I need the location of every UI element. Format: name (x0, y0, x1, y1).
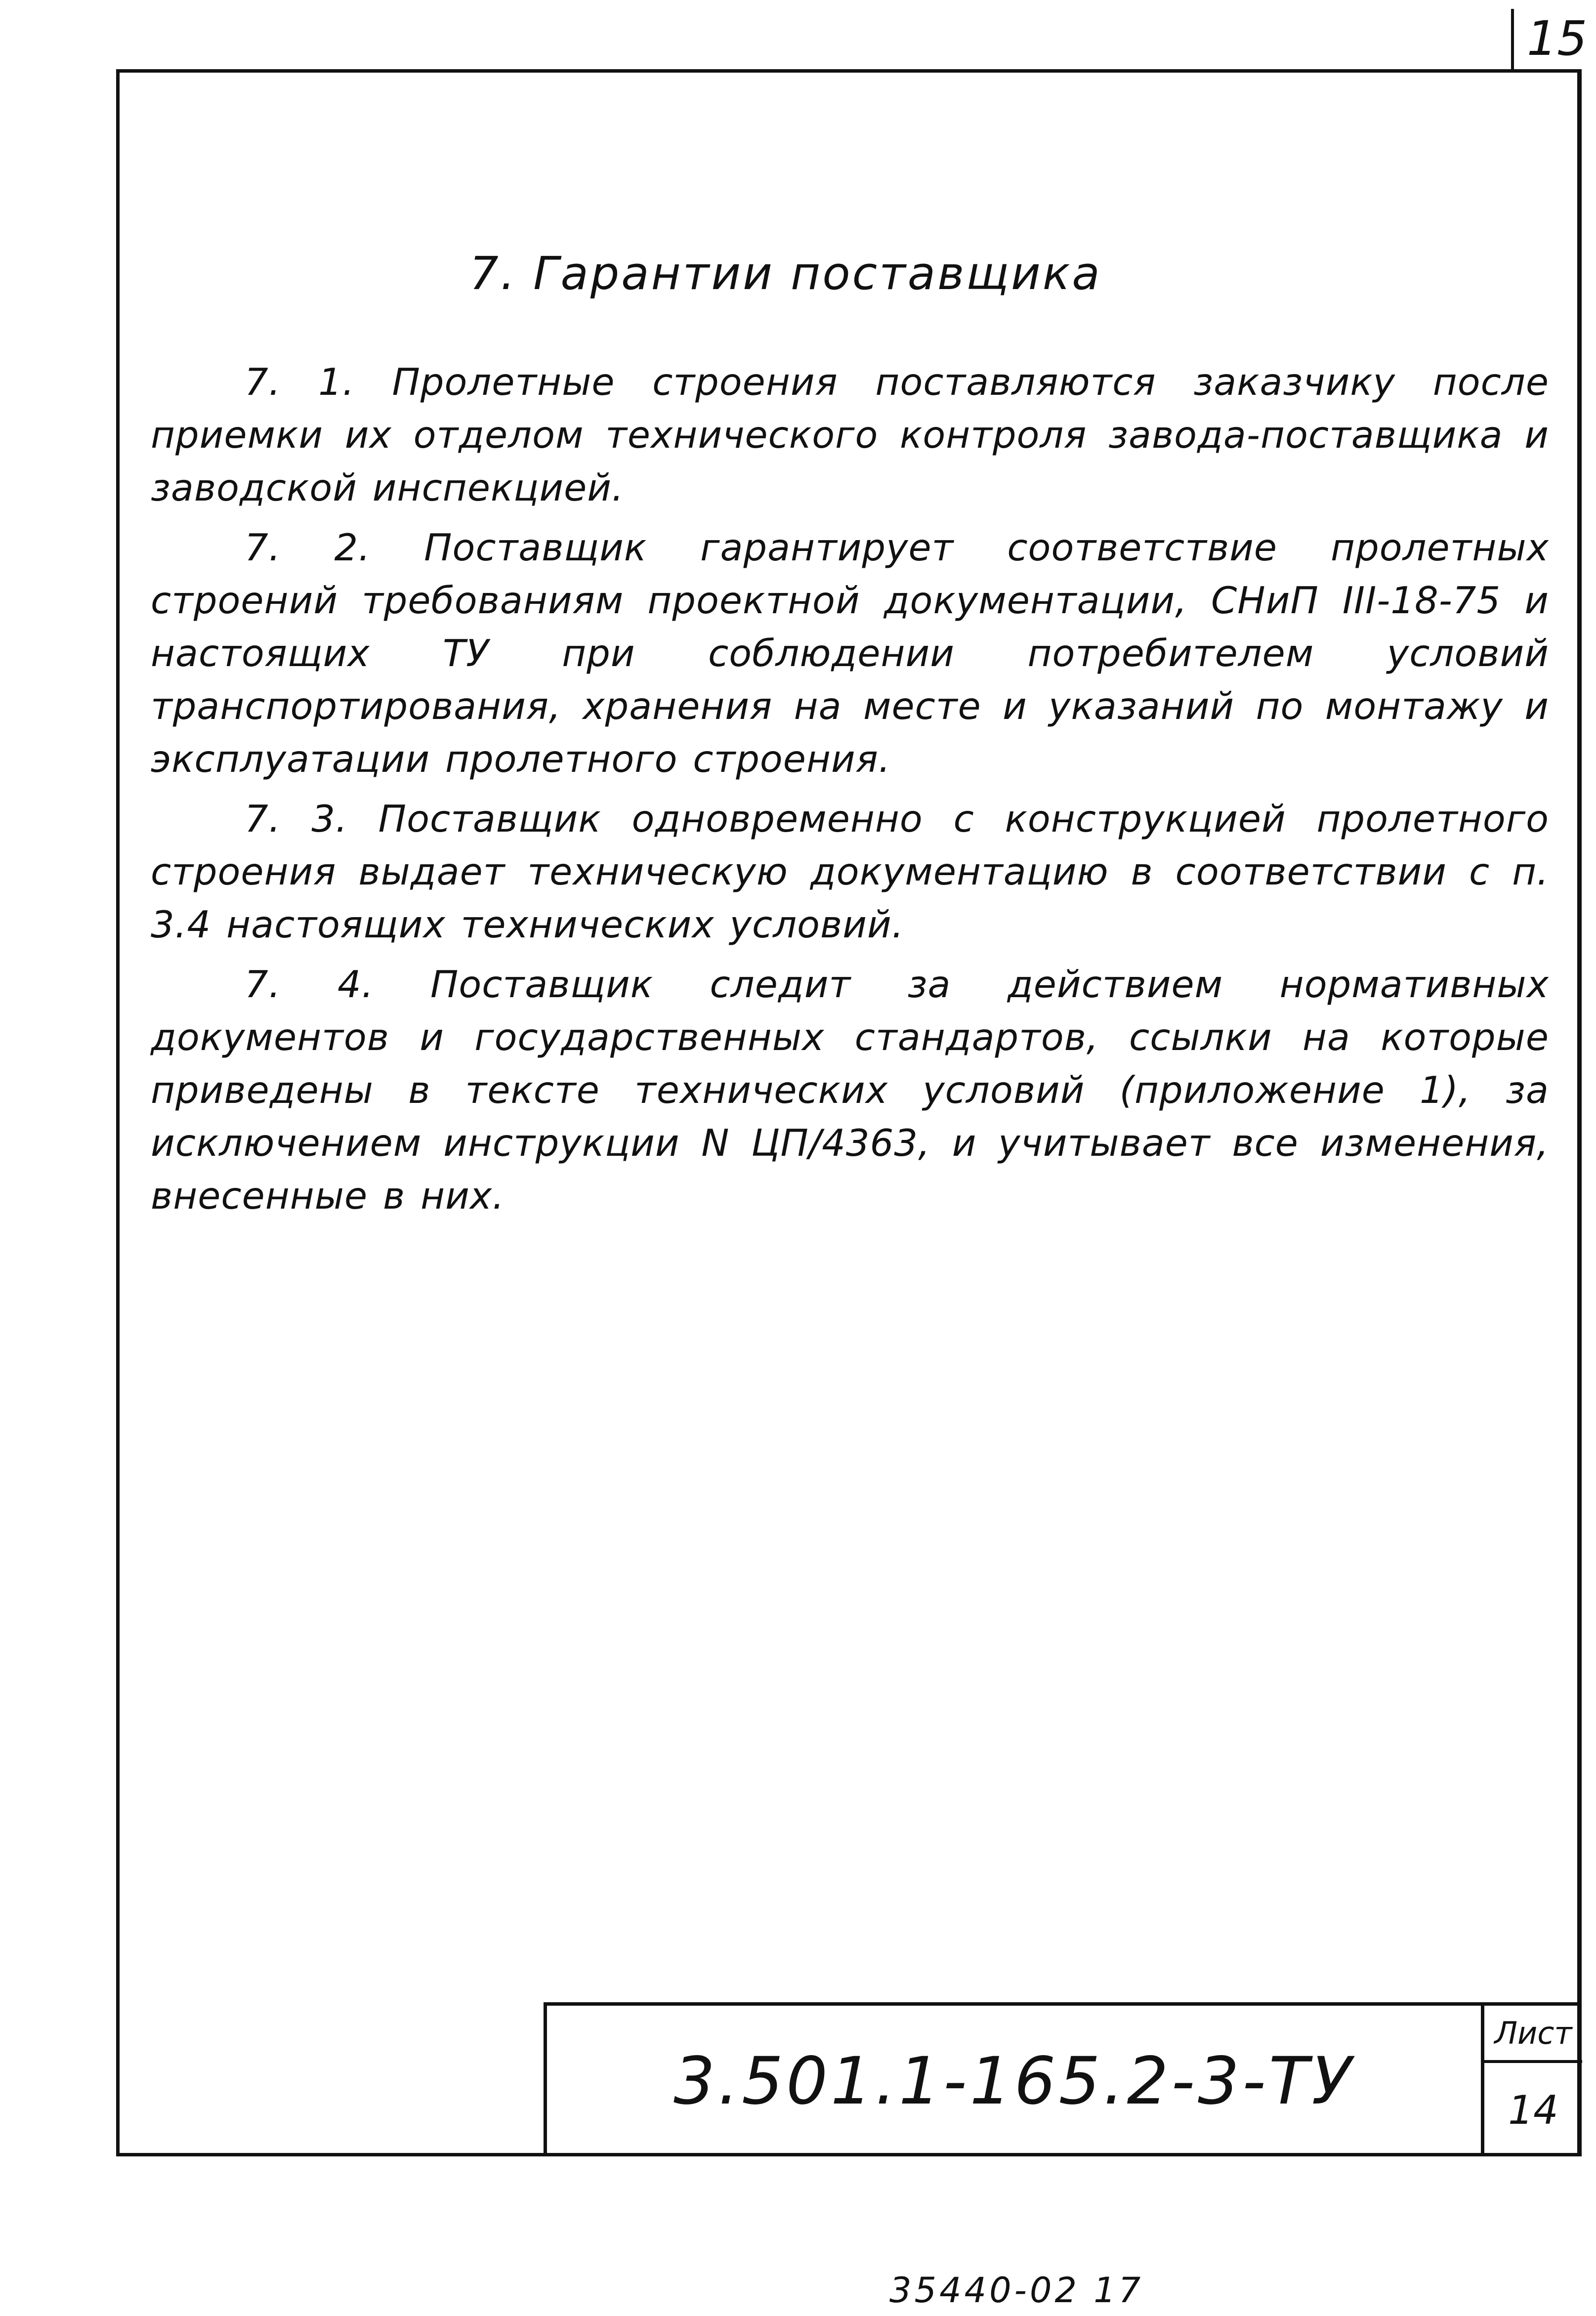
page-number: 15 (1527, 11, 1588, 66)
paragraph-7-2: 7. 2. Поставщик гарантирует соответствие пролетных строений требованиям проектной документации, СНиП III-18-75 и настоящих ТУ при соблюдении потребителем условий транспортирования, хранения на месте и указаний по монтажу и эксплуатации пролетного строения. (151, 526, 1549, 781)
sheet-number: 14 (1508, 2087, 1558, 2133)
title-block (544, 2002, 1579, 2156)
section-title: 7. Гарантии поставщика (469, 247, 1102, 300)
sheet-label: Лист (1484, 2006, 1582, 2063)
paragraph-7-4: 7. 4. Поставщик следит за действием нормативных документов и государственных стандартов, ссылки на которые приведены в тексте технических условий (приложение 1), за исключением инструкции N ЦП/4363, и учитывает все изменения, внесенные в них. (151, 963, 1549, 1218)
archive-number: 35440-02 17 (889, 2270, 1144, 2311)
frame-top-tick (1511, 9, 1514, 69)
paragraph-7-1: 7. 1. Пролетные строения поставляются заказчику после приемки их отделом технического контроля завода-поставщика и заводской инспекцией. (151, 360, 1549, 509)
sheet-cell (1481, 2006, 1582, 2156)
paragraph-7-3: 7. 3. Поставщик одновременно с конструкцией пролетного строения выдает техническую документацию в соответствии с п. 3.4 настоящих технических условий. (151, 797, 1549, 946)
document-code: 3.501.1-165.2-3-ТУ (673, 2043, 1354, 2119)
section-body (151, 356, 1549, 1229)
